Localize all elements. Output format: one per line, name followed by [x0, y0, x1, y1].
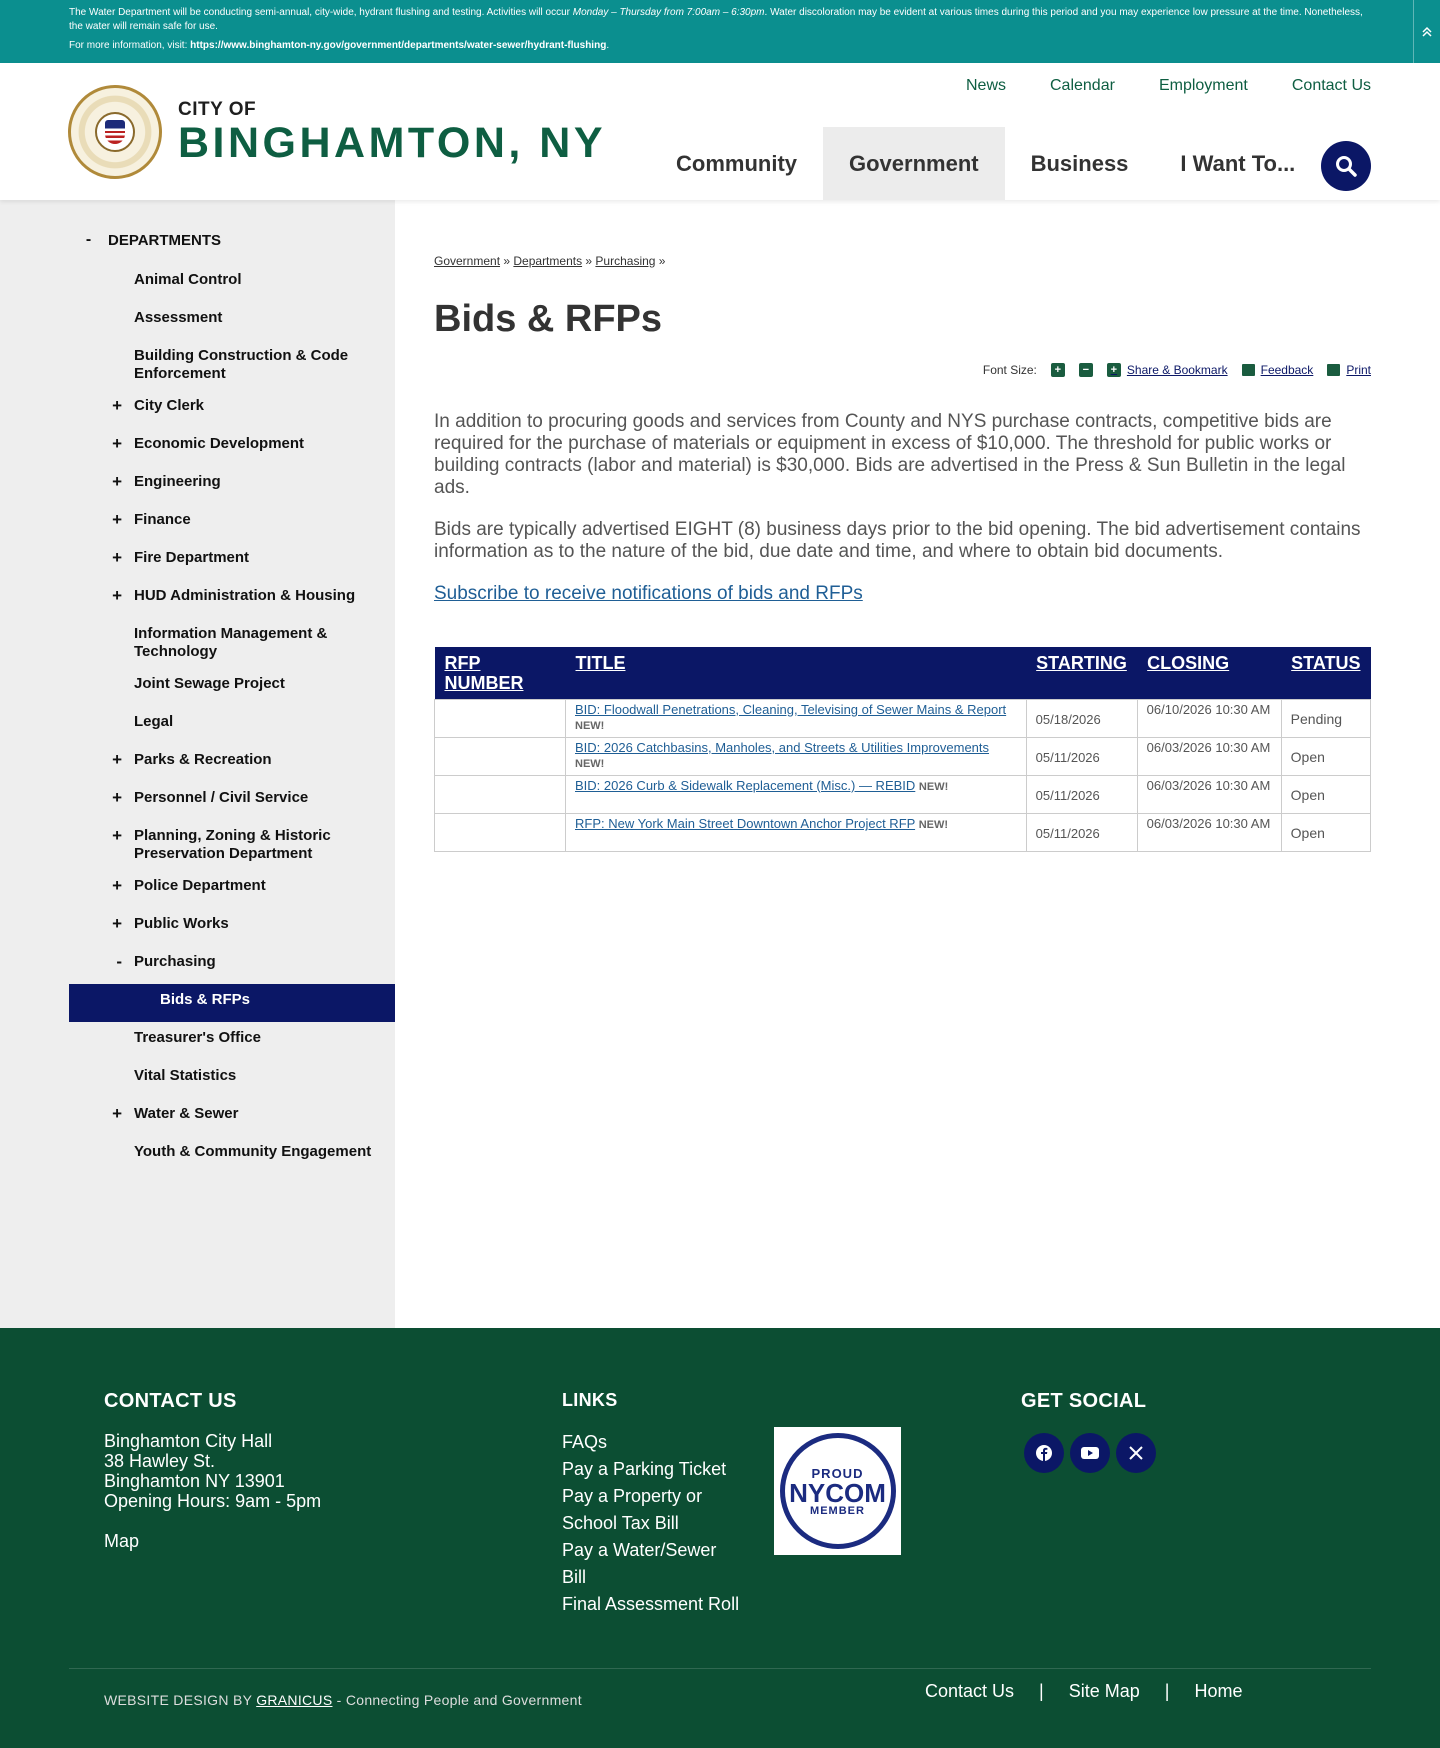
- sidebar-item-label: Assessment: [134, 309, 223, 326]
- title-cell: [566, 776, 1027, 814]
- alert-url-link[interactable]: https://www.binghamton-ny.gov/government/departments/water-sewer/hydrant-flushing: [190, 40, 607, 51]
- logo-city-of[interactable]: CITY OF: [178, 99, 257, 120]
- closing-cell: 06/10/2026 10:30 AM: [1137, 700, 1281, 738]
- sidebar-heading-label: DEPARTMENTS: [108, 231, 222, 249]
- table-row: [435, 814, 1371, 852]
- logo-city-name[interactable]: BINGHAMTON, NY: [178, 119, 607, 167]
- sidebar-item-animal-control[interactable]: [69, 264, 395, 302]
- breadcrumb-government[interactable]: Government: [434, 254, 501, 268]
- sidebar-item-vital-statistics[interactable]: [69, 1060, 395, 1098]
- sidebar-item-label: Police Department: [134, 877, 266, 894]
- share-bookmark-link[interactable]: + Share & Bookmark: [1107, 363, 1228, 377]
- expand-toggle[interactable]: +: [112, 586, 122, 605]
- expand-toggle[interactable]: +: [112, 548, 122, 567]
- footer-map-link[interactable]: Map: [104, 1531, 140, 1551]
- plus-icon: +: [1107, 363, 1121, 377]
- sidebar-item-police-department[interactable]: [69, 870, 395, 908]
- expand-toggle[interactable]: +: [112, 914, 122, 933]
- nav-i-want-to[interactable]: I Want To...: [1180, 150, 1296, 176]
- page-tools: [434, 363, 1371, 377]
- utility-link-news[interactable]: News: [965, 77, 1006, 94]
- sidebar-item-building-construction-code-enforcement[interactable]: [69, 340, 395, 390]
- utility-link-employment[interactable]: Employment: [1158, 77, 1248, 94]
- nav-government[interactable]: Government: [823, 127, 1005, 200]
- header-status[interactable]: STATUS: [1281, 647, 1370, 700]
- sidebar-item-water-sewer[interactable]: [69, 1098, 395, 1136]
- collapse-toggle[interactable]: -: [85, 231, 92, 248]
- sidebar-item-label: Building Construction & Code Enforcement: [134, 347, 349, 382]
- status-cell: Open: [1281, 738, 1370, 776]
- sidebar-item-finance[interactable]: [69, 504, 395, 542]
- header-title[interactable]: TITLE: [566, 647, 1027, 700]
- intro-paragraph-1: In addition to procuring goods and services from County and NYS purchase contracts, competitive bids are required for the purchase of materials or equipment in excess of $10,000. The threshold for public works or building contracts (labor and material) is $30,000. Bids are advertised in the Press & Sun Bulletin in the legal ads.: [434, 411, 1346, 498]
- expand-toggle[interactable]: +: [112, 1104, 122, 1123]
- opening-hours: Opening Hours: 9am - 5pm: [104, 1491, 322, 1511]
- sidebar-item-label: Finance: [134, 511, 191, 528]
- expand-toggle[interactable]: +: [112, 510, 122, 529]
- utility-nav: [966, 77, 1371, 95]
- sidebar-item-public-works[interactable]: [69, 908, 395, 946]
- feedback-link[interactable]: Feedback: [1242, 363, 1314, 377]
- footer-link-faqs[interactable]: FAQs: [562, 1432, 608, 1452]
- new-badge: NEW!: [918, 781, 949, 793]
- rfp-number-cell: [435, 776, 566, 814]
- footer-links-heading: LINKS: [562, 1390, 618, 1410]
- starting-cell: 05/18/2026: [1026, 700, 1137, 738]
- footer-sitemap-link[interactable]: Site Map: [1068, 1681, 1140, 1701]
- sidebar-item-treasurer-s-office[interactable]: [69, 1022, 395, 1060]
- sidebar-item-label: City Clerk: [134, 397, 205, 414]
- facebook-button[interactable]: [1024, 1433, 1064, 1473]
- facebook-icon: [1035, 1444, 1053, 1462]
- search-icon: [1335, 155, 1357, 177]
- closing-cell: 06/03/2026 10:30 AM: [1137, 776, 1281, 814]
- font-size-increase-button[interactable]: +: [1051, 363, 1065, 377]
- utility-link-contact[interactable]: Contact Us: [1291, 77, 1371, 94]
- sidebar-item-city-clerk[interactable]: [69, 390, 395, 428]
- x-button[interactable]: [1116, 1433, 1156, 1473]
- youtube-button[interactable]: [1070, 1433, 1110, 1473]
- footer-bottom-links: [925, 1681, 1242, 1702]
- main-content: [395, 200, 1440, 1328]
- sidebar-item-joint-sewage-project[interactable]: [69, 668, 395, 706]
- status-cell: Pending: [1281, 700, 1370, 738]
- rfp-number-cell: [435, 700, 566, 738]
- badge-top-text: PROUD: [811, 1465, 864, 1481]
- font-size-decrease-button[interactable]: −: [1079, 363, 1093, 377]
- sidebar-item-label: Bids & RFPs: [160, 991, 251, 1008]
- sidebar-item-economic-development[interactable]: [69, 428, 395, 466]
- footer-link-property-tax-cont[interactable]: School Tax Bill: [562, 1513, 679, 1533]
- bid-title-link[interactable]: BID: 2026 Curb & Sidewalk Replacement (Misc.) — REBID: [575, 778, 916, 793]
- footer-social: [1021, 1390, 1156, 1473]
- sidebar-item-label: Parks & Recreation: [134, 751, 272, 768]
- footer-home-link[interactable]: Home: [1194, 1681, 1243, 1701]
- expand-toggle[interactable]: +: [112, 472, 122, 491]
- sidebar-item-label: Treasurer's Office: [134, 1029, 261, 1046]
- closing-cell: 06/03/2026 10:30 AM: [1137, 738, 1281, 776]
- footer-contact-link[interactable]: Contact Us: [925, 1681, 1015, 1701]
- granicus-link[interactable]: GRANICUS: [256, 1692, 333, 1708]
- alert-message: The Water Department will be conducting semi-annual, city-wide, hydrant flushing and testing. Activities will occur Monday – Thursday from 7:00am – 6:30pm. Water discoloration may be evident at various times during this period and you may experience low pressure at the time. Nonetheless, the water will remain safe for use.: [69, 7, 1363, 32]
- double-chevron-up-icon: [1421, 26, 1433, 38]
- nav-business[interactable]: Business: [1030, 150, 1129, 176]
- utility-link-calendar[interactable]: Calendar: [1050, 77, 1115, 94]
- breadcrumb-departments[interactable]: Departments: [513, 254, 583, 268]
- print-link[interactable]: Print: [1327, 363, 1371, 377]
- bid-title-link[interactable]: RFP: New York Main Street Downtown Anchor Project RFP: [575, 816, 916, 831]
- sidebar-item-parks-recreation[interactable]: [69, 744, 395, 782]
- expand-toggle[interactable]: +: [112, 788, 122, 807]
- breadcrumb-purchasing[interactable]: Purchasing: [595, 254, 656, 268]
- footer-link-property-tax[interactable]: Pay a Property or: [562, 1486, 703, 1506]
- content-area: [0, 200, 1440, 1328]
- header-rfp-number[interactable]: RFP NUMBER: [435, 647, 566, 700]
- subscribe-link[interactable]: Subscribe to receive notifications of bids and RFPs: [434, 583, 863, 604]
- rfp-number-cell: [435, 814, 566, 852]
- seal-emblem: [95, 112, 135, 152]
- sidebar-item-label: Fire Department: [134, 549, 250, 566]
- nycom-member-badge[interactable]: [774, 1427, 901, 1555]
- sidebar-item-label: HUD Administration & Housing: [134, 587, 356, 604]
- x-icon: [1128, 1445, 1144, 1461]
- new-badge: NEW!: [575, 758, 605, 770]
- footer-credit: WEBSITE DESIGN BY GRANICUS - Connecting People and Government: [104, 1692, 582, 1708]
- sidebar-item-engineering[interactable]: [69, 466, 395, 504]
- rfp-number-cell: [435, 738, 566, 776]
- sidebar-item-label: Purchasing: [134, 953, 216, 970]
- header-starting[interactable]: STARTING: [1026, 647, 1137, 700]
- title-cell: [566, 738, 1027, 776]
- bids-table: [434, 647, 1371, 852]
- footer-contact: [104, 1390, 321, 1552]
- sidebar-item-information-management-technology[interactable]: [69, 618, 395, 668]
- alert-banner: [0, 0, 1440, 63]
- sidebar-item-label: Personnel / Civil Service: [134, 789, 309, 806]
- table-row: [435, 776, 1371, 814]
- city-seal-logo[interactable]: [68, 85, 162, 179]
- sidebar-item-label: Public Works: [134, 915, 229, 932]
- status-cell: Open: [1281, 776, 1370, 814]
- expand-toggle[interactable]: +: [112, 434, 122, 453]
- table-row: [435, 700, 1371, 738]
- footer-link-assessment-roll[interactable]: Final Assessment Roll: [562, 1594, 740, 1614]
- sidebar-item-label: Animal Control: [134, 271, 242, 288]
- address-line: Binghamton City Hall: [104, 1431, 273, 1451]
- expand-toggle[interactable]: +: [112, 876, 122, 895]
- breadcrumb: Government » Departments » Purchasing »: [434, 254, 666, 268]
- collapse-toggle[interactable]: -: [116, 952, 122, 971]
- starting-cell: 05/11/2026: [1026, 776, 1137, 814]
- footer-link-water-sewer[interactable]: Pay a Water/Sewer: [562, 1540, 717, 1560]
- expand-toggle[interactable]: +: [112, 826, 122, 845]
- site-footer: [0, 1328, 1440, 1748]
- title-cell: [566, 700, 1027, 738]
- footer-separator: |: [1039, 1681, 1044, 1701]
- footer-link-parking[interactable]: Pay a Parking Ticket: [562, 1459, 727, 1479]
- page-title: Bids & RFPs: [434, 298, 663, 340]
- social-icons: [1024, 1433, 1156, 1473]
- sidebar-item-label: Engineering: [134, 473, 221, 490]
- sidebar-item-bids-rfps[interactable]: [69, 984, 395, 1022]
- expand-toggle[interactable]: +: [112, 750, 122, 769]
- sidebar-item-label: Joint Sewage Project: [134, 675, 285, 692]
- footer-address: [104, 1431, 321, 1511]
- main-nav: [650, 127, 1321, 200]
- printer-icon: [1327, 364, 1340, 376]
- sidebar-item-hud-administration-housing[interactable]: [69, 580, 395, 618]
- badge-ring: [780, 1433, 896, 1549]
- sidebar-item-label: Water & Sewer: [134, 1105, 239, 1122]
- new-badge: NEW!: [575, 720, 605, 732]
- site-header: [0, 63, 1440, 200]
- status-cell: Open: [1281, 814, 1370, 852]
- shield-icon: [105, 120, 125, 144]
- sidebar-item-label: Planning, Zoning & Historic Preservation Department: [134, 827, 331, 862]
- address-line: Binghamton NY 13901: [104, 1471, 285, 1491]
- sidebar-item-purchasing[interactable]: [69, 946, 395, 984]
- expand-toggle[interactable]: +: [112, 396, 122, 415]
- sidebar-item-label: Youth & Community Engagement: [134, 1143, 372, 1160]
- sidebar-item-planning-zoning-historic-preservation-department[interactable]: [69, 820, 395, 870]
- sidebar-item-personnel-civil-service[interactable]: [69, 782, 395, 820]
- header-closing[interactable]: CLOSING: [1137, 647, 1281, 700]
- address-line: 38 Hawley St.: [104, 1451, 216, 1471]
- table-row: [435, 738, 1371, 776]
- search-button[interactable]: [1321, 141, 1371, 191]
- badge-mid-text: NYCOM: [789, 1477, 886, 1508]
- title-cell: [566, 814, 1027, 852]
- sidebar-list: [69, 264, 395, 1174]
- youtube-icon: [1081, 1446, 1099, 1460]
- footer-link-water-sewer-cont[interactable]: Bill: [562, 1567, 587, 1587]
- sidebar: [0, 200, 395, 1328]
- bid-title-link[interactable]: BID: Floodwall Penetrations, Cleaning, Televising of Sewer Mains & Report: [575, 702, 1007, 717]
- badge-bottom-text: MEMBER: [810, 1504, 865, 1517]
- nav-community[interactable]: Community: [676, 150, 797, 176]
- new-badge: NEW!: [918, 819, 949, 831]
- sidebar-item-label: Legal: [134, 713, 174, 730]
- sidebar-item-assessment[interactable]: [69, 302, 395, 340]
- starting-cell: 05/11/2026: [1026, 738, 1137, 776]
- sidebar-item-legal[interactable]: [69, 706, 395, 744]
- sidebar-item-label: Economic Development: [134, 435, 305, 452]
- sidebar-departments-heading[interactable]: [69, 228, 395, 252]
- footer-social-heading: GET SOCIAL: [1021, 1390, 1147, 1412]
- sidebar-item-fire-department[interactable]: [69, 542, 395, 580]
- closing-cell: 06/03/2026 10:30 AM: [1137, 814, 1281, 852]
- footer-separator: |: [1164, 1681, 1170, 1701]
- footer-links: [562, 1390, 739, 1618]
- bids-table-body: [435, 700, 1371, 852]
- bid-title-link[interactable]: BID: 2026 Catchbasins, Manholes, and Streets & Utilities Improvements: [575, 740, 990, 755]
- comment-icon: [1242, 364, 1255, 376]
- sidebar-item-label: Information Management & Technology: [134, 625, 328, 660]
- alert-more-info: For more information, visit: https://www.binghamton-ny.gov/government/departments/water-sewer/hydrant-flushing.: [69, 40, 610, 51]
- font-size-label: Font Size:: [982, 363, 1037, 377]
- intro-paragraph-2: Bids are typically advertised EIGHT (8) business days prior to the bid opening. The bid advertisement contains information as to the nature of the bid, due date and time, and where to obtain bid documents.: [434, 519, 1361, 562]
- starting-cell: 05/11/2026: [1026, 814, 1137, 852]
- footer-contact-heading: CONTACT US: [104, 1390, 237, 1412]
- sidebar-item-youth-community-engagement[interactable]: [69, 1136, 395, 1174]
- footer-divider: [69, 1668, 1371, 1669]
- collapse-alert-button[interactable]: [1413, 0, 1440, 63]
- sidebar-item-label: Vital Statistics: [134, 1067, 237, 1084]
